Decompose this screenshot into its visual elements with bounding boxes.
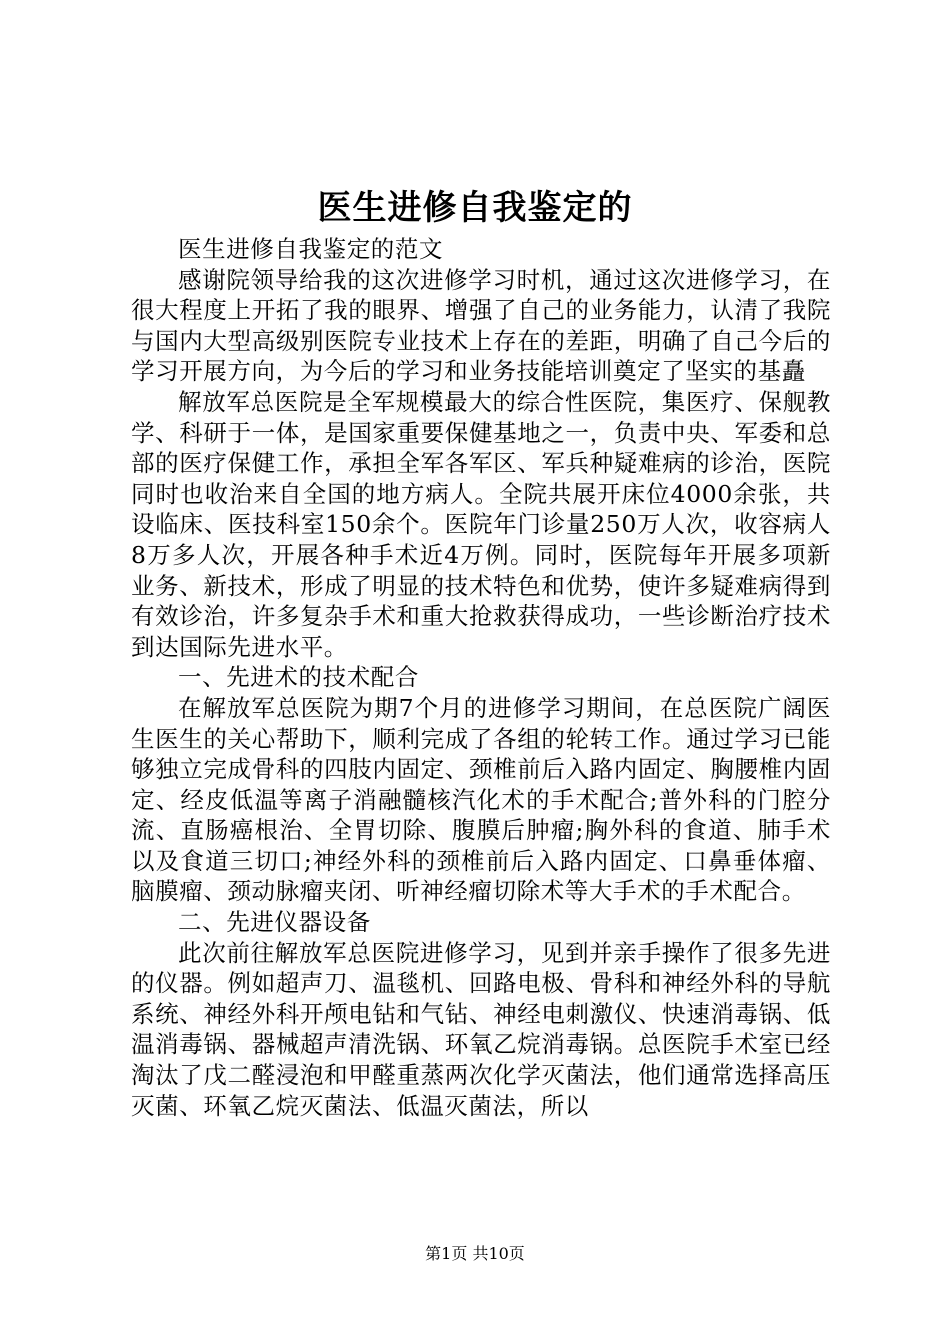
document-body [131, 234, 831, 1121]
paragraph-equipment: 此次前往解放军总医院进修学习，见到并亲手操作了很多先进的仪器。例如超声刀、温毯机、回路电极、骨科和神经外科的导航系统、神经外科开颅电钻和气钻、神经电刺激仪、快速消毒锅、低温消毒锅、器械超声清洗锅、环氧乙烷消毒锅。总医院手术室已经淘汰了戊二醛浸泡和甲醛重蒸两次化学灭菌法，他们通常选择高压灭菌、环氧乙烷灭菌法、低温灭菌法，所以 [131, 938, 831, 1120]
paragraph-surgery-cooperation: 在解放军总医院为期7个月的进修学习期间，在总医院广阔医生医生的关心帮助下，顺利完成了各组的轮转工作。通过学习已能够独立完成骨科的四肢内固定、颈椎前后入路内固定、胸腰椎内固定、经皮低温等离子消融髓核汽化术的手术配合;普外科的门腔分流、直肠癌根治、全胃切除、腹膜后肿瘤;胸外科的食道、肺手术以及食道三切口;神经外科的颈椎前后入路内固定、口鼻垂体瘤、脑膜瘤、颈动脉瘤夹闭、听神经瘤切除术等大手术的手术配合。 [131, 693, 831, 906]
section-heading-1: 一、先进术的技术配合 [178, 663, 419, 692]
paragraph-hospital-overview: 解放军总医院是全军规模最大的综合性医院，集医疗、保舰教学、科研于一体，是国家重要保健基地之一，负责中央、军委和总部的医疗保健工作，承担全军各军区、军兵种疑难病的诊治，医院同时也收治来自全国的地方病人。全院共展开床位4000余张，共设临床、医技科室150余个。医院年门诊量250万人次，收容病人8万多人次，开展各种手术近4万例。同时，医院每年开展多项新业务、新技术，形成了明显的技术特色和优势，使许多疑难病得到有效诊治，许多复杂手术和重大抢救获得成功，一些诊断治疗技术到达国际先进水平。 [131, 387, 831, 661]
paragraph-intro: 感谢院领导给我的这次进修学习时机，通过这次进修学习，在很大程度上开拓了我的眼界、增强了自己的业务能力，认清了我院与国内大型高级别医院专业技术上存在的差距，明确了自己今后的学习开展方向，为今后的学习和业务技能培训奠定了坚实的基矗 [131, 265, 831, 386]
paragraph-subtitle: 医生进修自我鉴定的范文 [178, 235, 444, 263]
page-footer: 第1页 共10页 [425, 1244, 525, 1263]
section-heading-2: 二、先进仪器设备 [178, 908, 371, 937]
document-title: 医生进修自我鉴定的 [317, 188, 633, 228]
